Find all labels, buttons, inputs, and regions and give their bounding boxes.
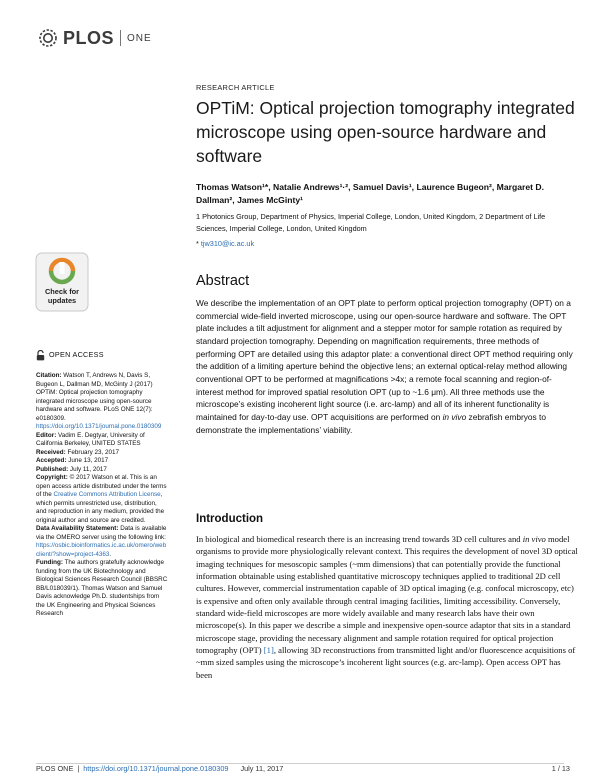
accepted-label: Accepted: — [36, 457, 67, 464]
license-link[interactable]: Creative Commons Attribution License — [53, 491, 161, 498]
citation-label: Citation: — [36, 372, 62, 379]
data-availability-label: Data Availability Statement: — [36, 525, 119, 532]
abstract-end: zebrafish embryos to demonstrate the implementations’ viability. — [196, 411, 546, 435]
plos-logo-icon — [37, 27, 59, 49]
intro-italic: in vivo — [522, 534, 546, 544]
check-updates-icon — [35, 252, 89, 312]
open-access-label: OPEN ACCESS — [49, 350, 104, 360]
editor-label: Editor: — [36, 431, 57, 439]
footer-separator: | — [77, 764, 80, 773]
open-access-row — [36, 350, 168, 361]
footer-date: July 11, 2017 — [240, 764, 284, 773]
editor-text: Vadim E. Degtyar, University of California Berkeley, UNITED STATES — [36, 431, 145, 447]
abstract-body: We describe the implementation of an OPT plate to perform optical projection tomography (OPT) on a commercial wide-field inverted microscope, using our open-source hardware and software. The OPT plate includes a tilt adjustment for alignment and a stepper motor for sample rotation as required by standard projection tomography. Depending on magnification requirements, three methods of performing OPT are detailed using this adaptor plate: a conventional direct OPT method requiring only the addition of a limiting aperture behind the objective lens; an external optical-relay method allowing conventional OPT to be performed at magnifications >4x; a remote focal scanning and region-of-interest method for improved spatial resolution OPT (up to ~1.6 μm). All three methods use the microscope’s existing incoherent light source (i.e. arc-lamp) and all of its inherent functionality is maintained for day-to-day use. OPT acquisitions are performed on — [196, 298, 573, 422]
email-link[interactable]: tjw310@ic.ac.uk — [200, 239, 255, 248]
sidebar-metadata — [36, 350, 168, 619]
plos-one-logo[interactable] — [37, 27, 152, 49]
copyright-block — [36, 474, 168, 525]
published-label: Published: — [36, 465, 69, 473]
footer-doi-link[interactable]: https://doi.org/10.1371/journal.pone.0180309 — [83, 764, 229, 773]
data-availability-end: . — [109, 550, 112, 558]
published-block — [36, 466, 168, 475]
accepted-block — [36, 457, 168, 466]
footer-left — [36, 764, 283, 773]
email-marker: * — [196, 239, 199, 248]
citation-doi-link[interactable]: https://doi.org/10.1371/journal.pone.0180309 — [36, 423, 162, 430]
affiliations: 1 Photonics Group, Department of Physics, Imperial College, London, United Kingdom, 2 Department of Life Sciences, Imperial College, London, United Kingdom — [196, 212, 546, 233]
introduction-heading: Introduction — [196, 513, 264, 525]
copyright-label: Copyright: — [36, 474, 68, 481]
logo-separator — [120, 30, 121, 46]
editor-block — [36, 432, 168, 449]
check-line-2: updates — [47, 296, 77, 305]
open-lock-icon — [36, 350, 45, 361]
received-label: Received: — [36, 448, 66, 456]
data-availability-text: Data is available via the OMERO server using the following link: — [36, 525, 167, 541]
received-text: February 23, 2017 — [65, 448, 119, 456]
footer-journal: PLOS ONE — [36, 764, 74, 773]
published-text: July 11, 2017 — [68, 465, 107, 473]
copyright-text-2: , which permits unrestricted use, distribution, and reproduction in any medium, provided the original author and source are credited. — [36, 491, 165, 524]
author-list: Thomas Watson¹*, Natalie Andrews¹·², Samuel Davis¹, Laurence Bugeon², Margaret D. Dallman², James McGinty¹ — [196, 182, 544, 205]
abstract-text — [196, 297, 578, 436]
check-for-updates-badge[interactable] — [35, 252, 89, 312]
copyright-text-1: © 2017 Watson et al. This is an open access article distributed under the terms of the — [36, 474, 167, 498]
logo-journal: ONE — [127, 32, 152, 44]
reference-link[interactable]: [1] — [263, 645, 274, 656]
data-link[interactable]: https://osbic.bioinformatics.ic.ac.uk/omero/webclient/?show=project-4363 — [36, 542, 167, 558]
corresponding-email — [196, 239, 254, 248]
logo-word: PLOS — [63, 27, 115, 48]
accepted-text: June 13, 2017 — [66, 457, 109, 464]
abstract-italic: in vivo — [442, 411, 467, 422]
citation-block — [36, 372, 168, 432]
funding-block — [36, 559, 168, 619]
introduction-text — [196, 533, 578, 681]
funding-text: The authors gratefully acknowledge funding from the UK Biotechnology and Biological Sciences Research Council (BBSRC BB/L018039/1). Thomas Watson and Samuel Davis acknowledge Ph.D. studentships from the UK Engineering and Physical Sciences Research — [36, 559, 168, 617]
intro-part-1: In biological and biomedical research there is an increasing trend towards 3D cell cultures and — [196, 534, 523, 544]
intro-part-3: , allowing 3D reconstructions from transmitted light and/or fluorescence acquisitions of ~mm sized samples using the microscope’s incoherent light sources (e.g. arc-lamp). Open access OPT has been — [196, 645, 576, 680]
abstract-heading: Abstract — [196, 273, 250, 289]
citation-text: Watson T, Andrews N, Davis S, Bugeon L, Dallman MD, McGinty J (2017) OPTiM: Optical projection tomography integrated microscope using open-source hardware and software. PLoS ONE 12(7): e0180309. — [36, 372, 153, 422]
received-block — [36, 449, 168, 458]
funding-label: Funding: — [36, 559, 63, 566]
page-number: 1 / 13 — [551, 764, 570, 773]
check-line-1: Check for — [44, 287, 80, 296]
article-type: RESEARCH ARTICLE — [196, 83, 275, 92]
intro-part-2: model organisms to provide more physiologically relevant context. This requires the development of novel 3D optical imaging techniques for mesoscopic samples (~mm dimensions) that can potentially provide the functional information obtainable using established quantitative microscopy techniques applied to traditional 2D cell cultures. However, commercial instrumentation capable of 3D optical imaging (e.g. confocal microscopy, etc) is expensive and often only available through central imaging facilities, limiting accessibility. Conversely, standard wide-field microscopes are more widely available and many research labs have their own microscope(s). In this paper we describe a simple and inexpensive open-source adaptor that sits in a standard microscope stage, providing the necessary alignment and sample rotation required for optical projection tomography (OPT) — [196, 534, 578, 656]
data-availability-block — [36, 525, 168, 559]
article-title: OPTiM: Optical projection tomography integrated microscope using open-source hardware and software — [196, 98, 575, 166]
